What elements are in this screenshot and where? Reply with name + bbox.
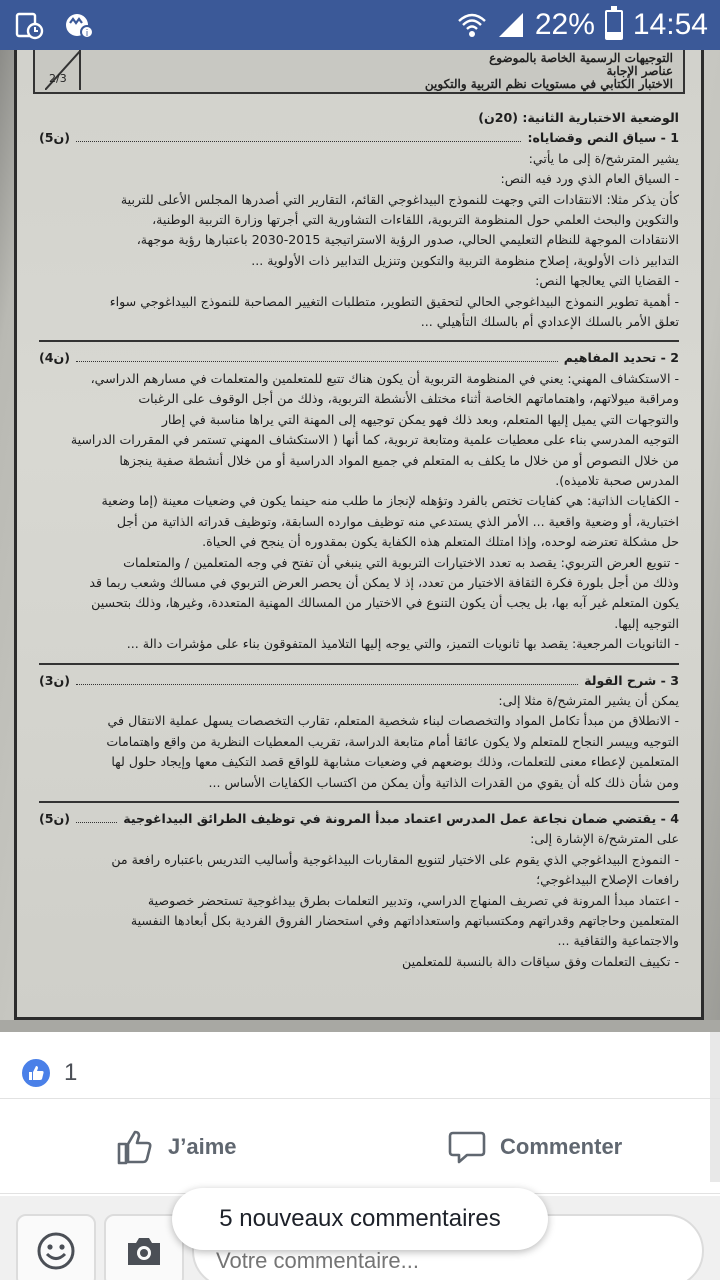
s2-line: من خلال النصوص أو من خلال ما يكلف به المتعلم في جميع المواد الدراسية أو من خلال أنشطة صفية ينجزها (119, 452, 679, 468)
s3-line: - الانطلاق من مبدأ تكامل المواد والتخصصات لبناء شخصية المتعلم، تقارب التخصصات يسهل عملية الانتقال في (107, 713, 679, 729)
section-2-heading (39, 348, 679, 368)
s1-line: يشير المترشح/ة إلى ما يأتي: (528, 150, 679, 166)
dotted-leader (76, 132, 521, 142)
like-reaction-icon (20, 1057, 52, 1089)
screen-record-icon (14, 10, 44, 40)
s2-line: - الاستكشاف المهني: يعني في المنظومة التربوية أن يكون هناك تتبع للمتعلمين والمتعلمات في مسارهم الدراسي، (90, 370, 679, 386)
photo-bottom-edge (0, 1020, 720, 1032)
reactions-count: 1 (64, 1059, 78, 1086)
s1-line: - القضايا التي يعالجها النص: (535, 273, 679, 289)
reactions-summary[interactable] (20, 1056, 77, 1090)
document-body (39, 108, 679, 1005)
section-3-points: (3ن) (39, 672, 71, 688)
dotted-leader (76, 813, 117, 823)
status-bar (0, 0, 720, 50)
s2-line: ومراقبة ميولاتهم، واهتماماتهم الخاصة أثناء مختلف الأنشطة التربوية، وذلك من أجل الوقوف على الرغبات (138, 391, 679, 407)
header-line-3: الاختبار الكتابي في مستويات نظم التربية والتكوين (424, 77, 673, 91)
s3-line: المتعلمين لإعطاء معنى للتعلمات، وذلك بوضعهم في وضعيات مشابهة للواقع قصد التكيف معها وإيجاد حلول لها (111, 754, 679, 770)
document-header (33, 50, 685, 94)
header-line-2: عناصر الإجابة (606, 64, 673, 78)
s1-line: كأن يذكر مثلا: الانتقادات التي وجهت للنموذج البيداغوجي القائم، التقارير التي أصدرها المجلس الأعلى للتربية (120, 191, 679, 207)
section-3-heading (39, 671, 679, 691)
s3-line: ومن شأن ذلك كله أن يقوي من القدرات الذاتية وأن يمكن من اكتساب الكفايات الأساس ... (208, 774, 679, 790)
header-line-1: التوجيهات الرسمية الخاصة بالموضوع (489, 51, 673, 65)
camera-icon (124, 1233, 164, 1269)
battery-icon (605, 10, 623, 40)
s1-line: تعلق الأمر بالسلك الإعدادي أم بالسلك التأهيلي ... (420, 314, 679, 330)
comment-label: Commenter (500, 1134, 623, 1159)
s4-line: - اعتماد مبدأ المرونة في تصريف المنهاج الدراسي، وتدبير التعلمات بطرق بيداغوجية تستحضر خصوصية (147, 892, 679, 908)
wifi-icon (457, 11, 487, 39)
section-1-title: 1 - سياق النص وقضاياه: (527, 130, 679, 146)
s4-line: - النموذج البيداغوجي الذي يقوم على الاختيار لتنويع المقاربات البيداغوجية وأساليب التدريس باعتباره رافعة من (111, 851, 679, 867)
s4-line: المتعلمين وحاجاتهم وقدراتهم ومكتسباتهم واستعداداتهم وفي استحضار الفروق الفردية بكل أبعادها النفسية (130, 913, 679, 929)
notification-icon (64, 10, 94, 40)
section-divider (39, 663, 679, 665)
comment-icon (448, 1128, 486, 1166)
like-button[interactable] (116, 1099, 237, 1195)
new-comments-button[interactable]: 5 nouveaux commentaires (172, 1188, 548, 1250)
s2-line: اختبارية، أو وضعية واقعية ... الأمر الذي يستدعي منه توظيف موارده السابقة، وتوظيف قدراته الذاتية من أجل (116, 513, 679, 529)
s1-line: - السياق العام الذي ورد فيه النص: (500, 171, 679, 187)
s4-line: على المترشح/ة الإشارة إلى: (530, 831, 679, 847)
s2-line: حل مشكلة تعترضه لوحده، وإذا امتلك المتعلم هذه الكفاية يكون بمقدوره أن ينجح في الحياة. (202, 534, 679, 550)
s2-line: المدرس صحبة تلاميذه). (555, 472, 679, 488)
battery-level (607, 32, 621, 38)
section-divider (39, 801, 679, 803)
section-2-title: 2 - تحديد المفاهيم (563, 350, 679, 366)
smiley-icon (36, 1231, 76, 1271)
signal-icon (497, 11, 525, 39)
s3-line: يمكن أن يشير المترشح/ة مثلا إلى: (498, 692, 679, 708)
section-1-points: (5ن) (39, 130, 71, 146)
s4-line: رافعات الإصلاح البيداغوجي؛ (536, 872, 679, 888)
section-4-title: 4 - يقتضي ضمان نجاعة عمل المدرس اعتماد مبدأ المرونة في توظيف الطرائق البيداغوجية (123, 811, 679, 826)
s3-line: التوجيه وييسر النجاح للمتعلم ولا يكون عائقا أمام متابعة الدراسة، تقريب المعطيات النظرية من واقع واهتمامات (106, 733, 679, 749)
document-page (14, 50, 704, 1020)
section-4-heading (39, 809, 679, 829)
section-3-title: 3 - شرح القولة (584, 672, 679, 688)
section-4-points: (5ن) (39, 811, 71, 826)
s4-line: - تكييف التعلمات وفق سياقات دالة بالنسبة للمتعلمين (402, 953, 679, 969)
s2-line: التوجيه إليها. (614, 615, 679, 631)
s2-line: يكون المتعلم غير آبه بها، بل يجب أن يكون التنوع في الاختيار من المسالك المهنية المتعددة، وغيرها، وذلك بتحسين (91, 595, 679, 611)
battery-percent: 22% (534, 8, 595, 41)
section-2-points: (4ن) (39, 350, 71, 366)
s2-line: - تنويع العرض التربوي: يقصد به تعدد الاختيارات التربوية التي ينبغي أن تفتح في وجه المتعلمين / والمتعلمات (123, 554, 679, 570)
s1-line: التدابير ذات الأولوية، إصلاح منظومة التربية والتكوين وتنزيل التدابير ذات الأولوية ... (251, 252, 679, 268)
s2-line: - الثانويات المرجعية: يقصد بها ثانويات التميز، والتي يوجه إليها التلاميذ المتفوقون بناء على مؤشرات دالة ... (126, 636, 679, 652)
s1-line: - أهمية تطوير النموذج البيداغوجي الحالي لتحقيق التطوير، متطلبات التغيير المصاحبة للنموذج البيداغوجي سواء (109, 293, 679, 309)
thumbs-up-icon (116, 1128, 154, 1166)
s2-line: وذلك من أجل بلورة فكرة الثقافة الاختيار من تعدد، إذ لا يمكن أن يحصر العرض التربوي في مسالك وشعب ربما قد (89, 574, 679, 590)
clock: 14:54 (632, 8, 708, 41)
post-actions (0, 1098, 720, 1194)
svg-text:i: i (85, 29, 89, 39)
dotted-leader (76, 675, 578, 685)
dotted-leader (76, 352, 558, 362)
section-1-heading (39, 128, 679, 148)
like-label: J’aime (168, 1134, 237, 1159)
s2-line: التوجيه المدرسي بناء على معطيات علمية ومتابعة تربوية، كما أنها ( الاستكشاف المهني تستمر في المقررات الدراسية (70, 432, 679, 448)
post-photo[interactable] (0, 50, 720, 1032)
s1-line: الانتقادات الموجهة للنظام التعليمي الحالي، صدور الرؤية الاستراتيجية 2015-2030 باعتبارها رؤية موجهة، (136, 232, 679, 248)
s4-line: والاجتماعية والثقافية ... (557, 933, 679, 949)
s2-line: - الكفايات الذاتية: هي كفايات تختص بالفرد وتؤهله لإنجاز ما طلب منه حينما يكون في وضعيات معينة (إما وضعية (101, 493, 679, 509)
document-title: الوضعية الاختبارية الثانية: (20ن) (478, 110, 679, 125)
page-marker: 2/3 (49, 72, 67, 85)
comment-button[interactable] (448, 1099, 622, 1195)
emoji-button[interactable] (16, 1214, 96, 1280)
s2-line: والتوجهات التي يميل إليها المتعلم، وبعد ذلك فهو يمكن توجيهه إلى المهنة التي يراها مناسبة في إطار (161, 411, 679, 427)
section-divider (39, 340, 679, 342)
s1-line: والتكوين والبحث العلمي حول المنظومة التربوية، اللقاءات التشاورية التي أجرتها وزارة التربية الوطنية، (152, 212, 679, 228)
